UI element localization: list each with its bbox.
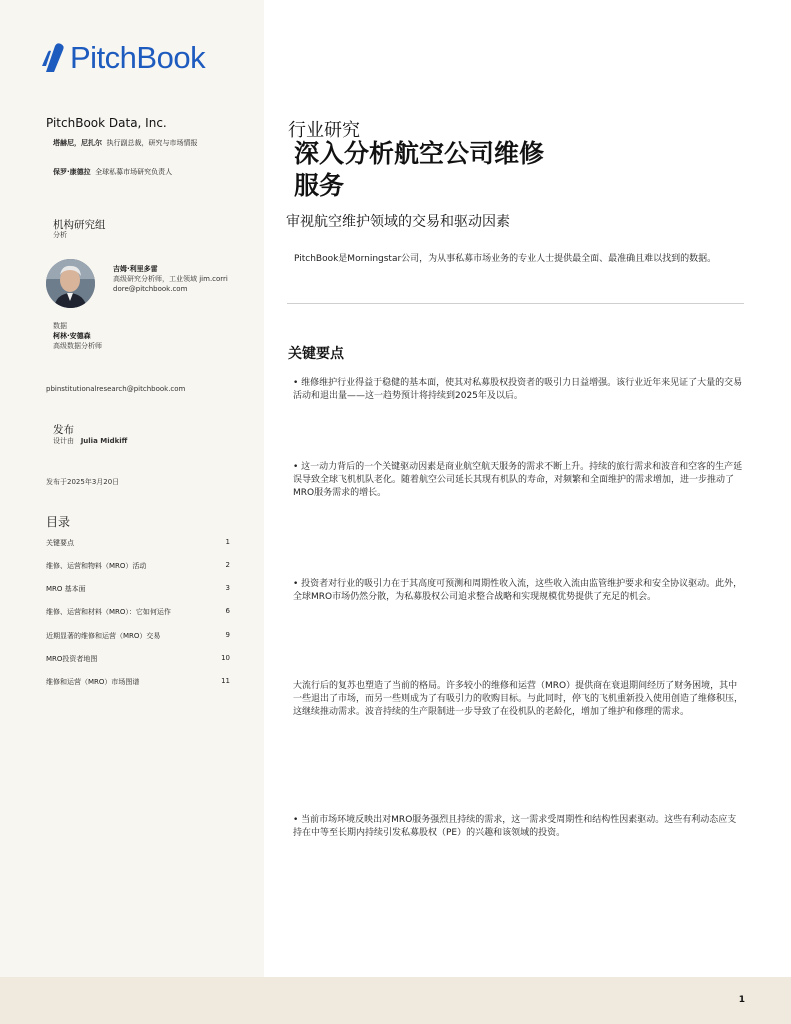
toc-item-label: 关键要点 xyxy=(46,539,74,547)
toc-title: 目录 xyxy=(46,515,71,529)
toc-item-label: 维修、运营和材料（MRO）：它如何运作 xyxy=(46,608,171,616)
toc-item-page: 1 xyxy=(225,538,230,546)
toc-item-page: 11 xyxy=(221,677,230,685)
analyst-email[interactable]: dore@pitchbook.com xyxy=(113,285,188,293)
toc-item-page: 10 xyxy=(221,654,230,662)
toc-item-label: 近期显著的维修和运营（MRO）交易 xyxy=(46,632,161,640)
toc-item[interactable] xyxy=(46,538,230,548)
toc-item-page: 6 xyxy=(225,607,230,615)
data-analyst-role: 高级数据分析师 xyxy=(53,342,102,350)
toc-item[interactable] xyxy=(46,607,230,617)
takeaway-paragraph: • 当前市场环境反映出对MRO服务强烈且持续的需求，这一需求受周期性和结构性因素驱动。这些有利动态应支持在中等至长期内持续引发私募股权（PE）的兴趣和该领域的投资。 xyxy=(293,815,737,838)
analyst-name: 吉姆·利里多雷 xyxy=(113,265,158,273)
page-number: 1 xyxy=(738,995,745,1005)
takeaway-paragraph: • 投资者对行业的吸引力在于其高度可预测和周期性收入流，这些收入流由监管维护要求和安全协议驱动。此外，全球MRO市场仍然分散，为私募股权公司追求整合战略和实现规模优势提供了充足的机会。 xyxy=(293,579,743,602)
analyst-email-prefix: jim.corri xyxy=(199,275,228,283)
data-analyst-name: 柯林·安德森 xyxy=(53,332,91,340)
author-1-role: 执行副总裁，研究与市场情报 xyxy=(106,139,198,147)
toc-item[interactable] xyxy=(46,677,230,687)
author-2 xyxy=(53,167,253,178)
takeaway-paragraph: • 这一动力背后的一个关键驱动因素是商业航空航天服务的需求不断上升。持续的旅行需求和波音和空客的生产延误导致全球飞机机队老化。随着航空公司延长其现有机队的寿命，对频繁和全面维护的需求增加，进一步推动了MRO服务需求的增长。 xyxy=(293,462,743,498)
toc-item-label: MRO 基本面 xyxy=(46,585,86,593)
analyst-role: 高级研究分析师，工业领域 xyxy=(113,275,197,283)
footer-band xyxy=(0,977,791,1024)
person-photo-icon xyxy=(46,259,95,308)
sidebar xyxy=(0,0,264,1024)
author-1-name: 塔赫尼，尼扎尔 xyxy=(53,139,102,147)
pitchbook-logo xyxy=(40,40,205,76)
report-title-line-2: 服务 xyxy=(294,171,345,200)
analyst-avatar xyxy=(46,259,95,308)
inst-group-sub: 分析 xyxy=(53,231,67,239)
report-title-line-1: 深入分析航空公司维修 xyxy=(294,139,545,168)
author-2-name: 保罗·康德拉 xyxy=(53,168,91,176)
toc-item[interactable] xyxy=(46,584,230,594)
designer-label: 设计由 xyxy=(53,437,74,445)
logo-text: PitchBook xyxy=(70,40,206,75)
toc-item-label: 维修和运营（MRO）市场图谱 xyxy=(46,678,140,686)
published-date: 发布于2025年3月20日 xyxy=(46,478,120,486)
toc-item[interactable] xyxy=(46,561,230,571)
author-1 xyxy=(53,138,213,149)
toc-item[interactable] xyxy=(46,631,230,641)
designer-name: Julia Midkiff xyxy=(80,437,128,445)
publish-designer-line xyxy=(53,436,127,447)
key-takeaways-title: 关键要点 xyxy=(288,346,344,362)
divider xyxy=(287,303,744,304)
company-name: PitchBook Data, Inc. xyxy=(46,116,167,130)
takeaway-paragraph: • 维修维护行业得益于稳健的基本面，使其对私募股权投资者的吸引力日益增强。该行业近年来见证了大量的交易活动和退出量——这一趋势预计将持续到2025年及以后。 xyxy=(293,378,743,401)
contact-email[interactable]: pbinstitutionalresearch@pitchbook.com xyxy=(46,385,186,393)
toc-item-page: 2 xyxy=(225,561,230,569)
report-title xyxy=(294,138,624,202)
takeaway-paragraph: 大流行后的复苏也塑造了当前的格局。许多较小的维修和运营（MRO）提供商在衰退期间经历了财务困境，其中一些退出了市场，而另一些则成为了有吸引力的收购目标。与此同时，停飞的飞机重新投入使用创造了维修积压，这继续推动需求。波音持续的生产限制进一步导致了在役机队的老龄化，增加了维护和修理的需求。 xyxy=(293,681,744,717)
inst-group-title: 机构研究组 xyxy=(53,219,106,231)
report-subtitle: 审视航空维护领域的交易和驱动因素 xyxy=(286,214,510,230)
publish-title: 发布 xyxy=(53,424,74,436)
toc-item[interactable] xyxy=(46,654,230,664)
toc-item-page: 9 xyxy=(225,631,230,639)
eyebrow-category: 行业研究 xyxy=(288,120,360,141)
toc-item-label: 维修、运营和物料（MRO）活动 xyxy=(46,562,147,570)
pitchbook-logo-icon xyxy=(40,42,66,74)
toc-item-label: MRO投资者地图 xyxy=(46,655,98,663)
data-label: 数据 xyxy=(53,322,67,330)
toc-item-page: 3 xyxy=(225,584,230,592)
author-2-role: 全球私募市场研究负责人 xyxy=(95,168,173,176)
intro-text: PitchBook是Morningstar公司，为从事私募市场业务的专业人士提供最全面、最准确且难以找到的数据。 xyxy=(294,254,717,264)
